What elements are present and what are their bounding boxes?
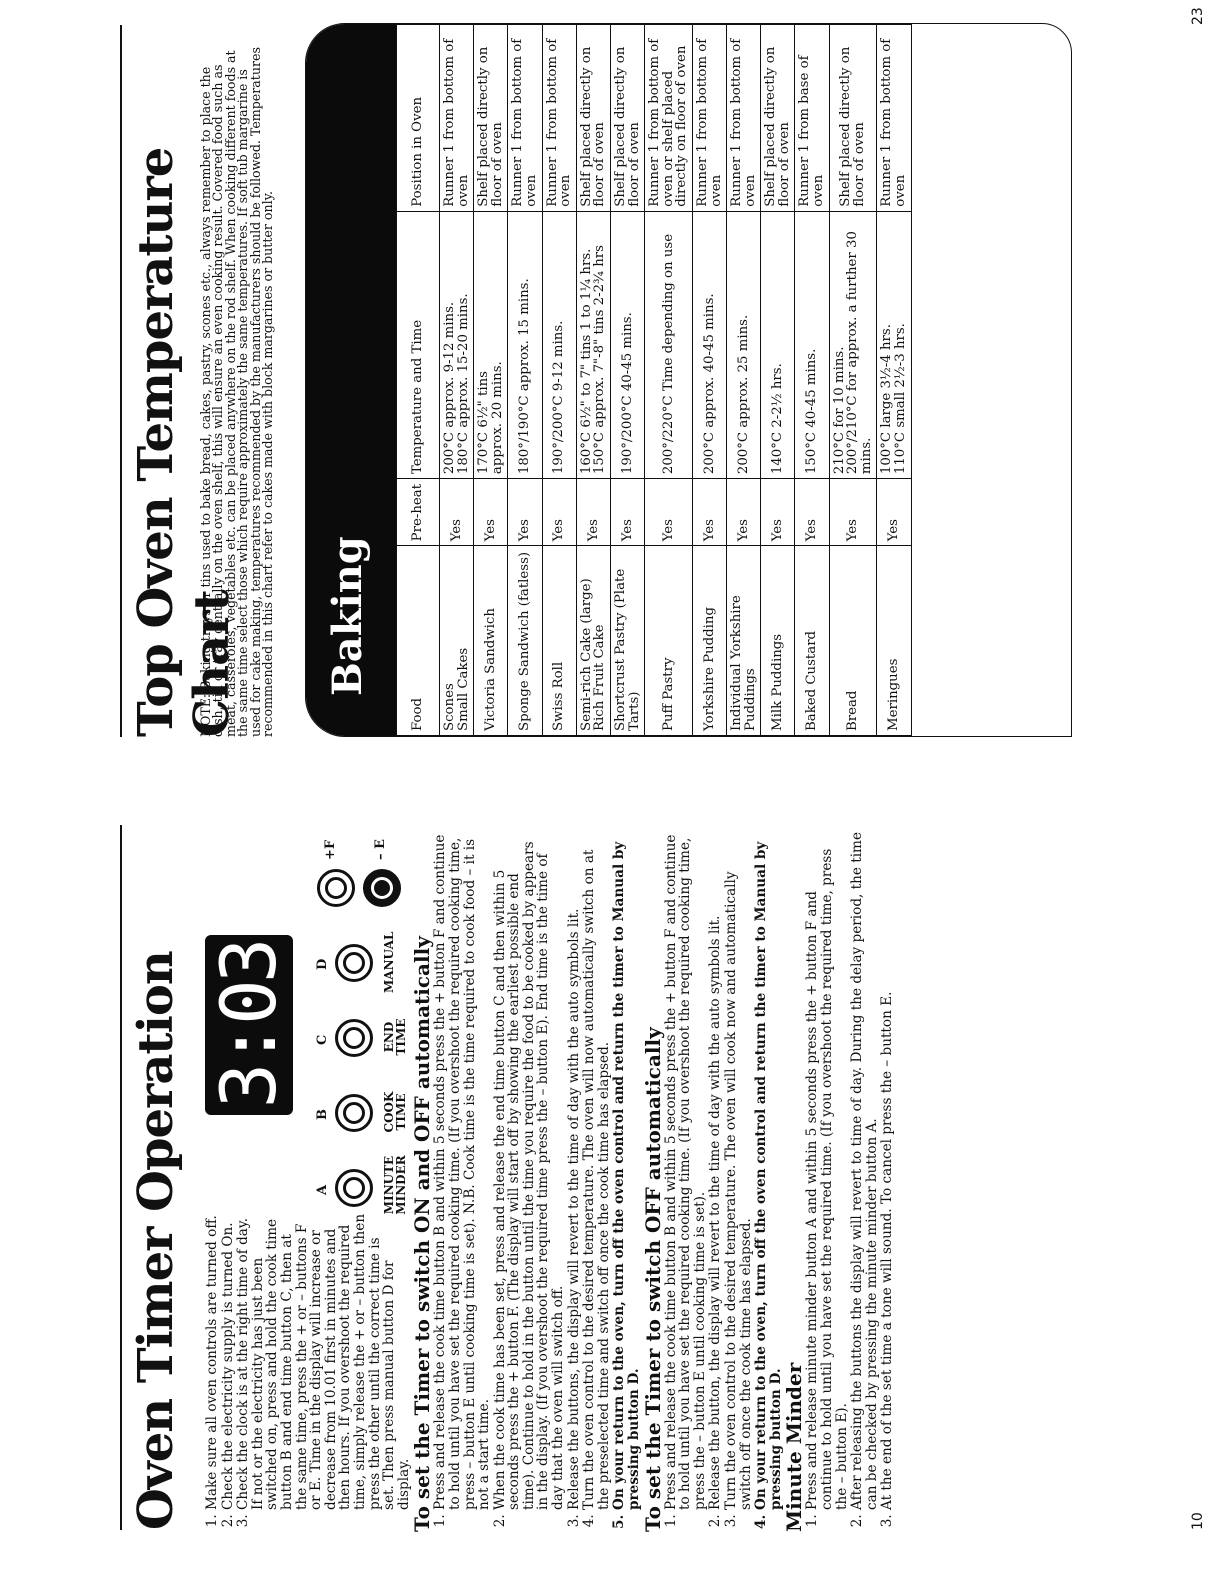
cell-temperature: 160°C 6½" to 7" tins 1 to 1¼ hrs. 150°C approx. 7"-8" tins 2-2¾ hrs	[576, 211, 610, 478]
page-title-chart: Top Oven Temperature Chart	[128, 147, 240, 737]
cell-temperature: 200°C approx. 25 mins.	[727, 211, 761, 478]
minder-steps	[805, 830, 895, 1530]
cell-food: Semi-rich Cake (large) Rich Fruit Cake	[576, 546, 610, 736]
cell-preheat: Yes	[795, 479, 829, 546]
table-row	[829, 25, 877, 736]
intro-step: 1. Make sure all oven controls are turned off.	[205, 1210, 220, 1510]
knob-letter-c: C	[315, 1034, 330, 1045]
cell-position: Runner 1 from bottom of oven	[440, 25, 474, 212]
table-row	[727, 25, 761, 736]
plus-label: +F	[323, 839, 338, 860]
cell-food: Yorkshire Pudding	[692, 546, 726, 736]
cell-temperature: 140°C 2-2½ hrs.	[761, 211, 795, 478]
plus-knob[interactable]	[317, 869, 355, 907]
baking-table	[396, 24, 912, 736]
table-row	[761, 25, 795, 736]
header-temperature: Temperature and Time	[397, 211, 440, 478]
caption-minute-minder: MINUTE MINDER	[382, 1155, 408, 1215]
on-off-step: 2. When the cook time has been set, press and release the end time button C and then within 5 seconds press the + button F. (The display will start off by showing the earliest possible end time). Continue to hold in the button until the time you require the food to be cooked by appears in the display. (If you overshoot the required time press the – button E). End time is the time of day that the oven will switch off.	[493, 830, 566, 1510]
caption-manual: MANUAL	[382, 931, 396, 993]
off-step: 2. Release the button, the display will revert to the time of day with the auto symbols lit.	[708, 830, 723, 1510]
section-heading-off: To set the Timer to switch OFF automatically	[640, 1027, 665, 1532]
cell-position: Shelf placed directly on floor of oven	[761, 25, 795, 212]
off-step: 4. On your return to the oven, turn off the oven control and return the timer to Manual by pressing button D.	[754, 830, 783, 1510]
table-row	[576, 25, 610, 736]
top-rule-right	[120, 25, 122, 737]
caption-end-time: END TIME	[382, 1018, 408, 1056]
cell-preheat: Yes	[692, 479, 726, 546]
cell-preheat: Yes	[576, 479, 610, 546]
cell-preheat: Yes	[829, 479, 877, 546]
cell-preheat: Yes	[645, 479, 693, 546]
section-heading-minder: Minute Minder	[782, 1362, 807, 1532]
page-number-left: 10	[1190, 1512, 1206, 1530]
table-row	[645, 25, 693, 736]
cell-food: Meringues	[877, 546, 911, 736]
cell-food: Sponge Sandwich (fatless)	[508, 546, 542, 736]
baking-table-frame	[305, 23, 1072, 737]
top-rule-left	[120, 825, 122, 1530]
cell-temperature: 200°C approx. 40-45 mins.	[692, 211, 726, 478]
cell-temperature: 190°/200°C 9-12 mins.	[542, 211, 576, 478]
on-off-step: 1. Press and release the cook time button B and within 5 seconds press the + button F and continue to hold until you have set the required cooking time. (If you overshoot the required cooking time, press – button E until cooking time is set). N.B. Cook time is the time required to cook food – it is not a start time.	[433, 830, 491, 1510]
off-step: 1. Press and release the cook time button B and within 5 seconds press the + button F and continue to hold until you have set the required cooking time. (If you overshoot the required cooking time, press the – button E until cooking time is set).	[664, 830, 708, 1510]
baking-title: Baking	[324, 536, 371, 696]
header-preheat: Pre-heat	[397, 479, 440, 546]
minder-step: 3. At the end of the set time a tone will sound. To cancel press the – button E.	[880, 830, 895, 1510]
intro-step: 3. Check the clock is at the right time of day. If not or the electricity has just been switched on, press and hold the cook time button B and end time button C, then at the same time, press the + or – buttons F or E. Time in the display will increase or decrease from 10.01 first in minutes and then hours. If you overshoot the required time, simply release the + or – button then press the other until the correct time is set. Then press manual button D for display.	[236, 1210, 411, 1510]
cell-position: Runner 1 from bottom of oven	[542, 25, 576, 212]
cell-preheat: Yes	[508, 479, 542, 546]
cell-food: Victoria Sandwich	[474, 546, 508, 736]
cell-preheat: Yes	[877, 479, 911, 546]
on-off-step: 4. Turn the oven control to the desired temperature. The oven will now automatically switch on at the preselected time and switch off once the cook time has elapsed.	[582, 830, 611, 1510]
cell-preheat: Yes	[542, 479, 576, 546]
timer-control-panel	[205, 835, 535, 1215]
page-number-right: 23	[1190, 7, 1206, 25]
cell-food: Milk Puddings	[761, 546, 795, 736]
cell-position: Shelf placed directly on floor of oven	[576, 25, 610, 212]
minder-step: 1. Press and release minute minder button A and within 5 seconds press the + button F and continue to hold until you have set the required time. (If you overshoot the required time, press the – button E).	[805, 830, 849, 1510]
cell-food: Bread	[829, 546, 877, 736]
cell-preheat: Yes	[610, 479, 644, 546]
cell-food: Shortcrust Pastry (Plate Tarts)	[610, 546, 644, 736]
off-steps	[664, 830, 784, 1530]
cell-position: Shelf placed directly on floor of oven	[829, 25, 877, 212]
cell-preheat: Yes	[727, 479, 761, 546]
table-row	[610, 25, 644, 736]
cell-food: Scones Small Cakes	[440, 546, 474, 736]
on-off-step: 5. On your return to the oven, turn off the oven control and return the timer to Manual by pressing button D.	[612, 830, 641, 1510]
cell-food: Puff Pastry	[645, 546, 693, 736]
knob-letter-b: B	[315, 1109, 330, 1120]
cell-food: Individual Yorkshire Puddings	[727, 546, 761, 736]
table-row	[542, 25, 576, 736]
cell-position: Runner 1 from base of oven	[795, 25, 829, 212]
cell-position: Runner 1 from bottom of oven	[692, 25, 726, 212]
section-heading-on-off: To set the Timer to switch ON and OFF automatically	[410, 936, 435, 1532]
cell-position: Runner 1 from bottom of oven	[508, 25, 542, 212]
knob-letter-a: A	[315, 1184, 330, 1195]
cell-position: Shelf placed directly on floor of oven	[610, 25, 644, 212]
cell-temperature: 200°C approx. 9-12 mins. 180°C approx. 15-20 mins.	[440, 211, 474, 478]
minus-label: – E	[373, 839, 388, 860]
cell-position: Runner 1 from bottom of oven or shelf placed directly on floor of oven	[645, 25, 693, 212]
timer-display: 3:03	[205, 935, 293, 1115]
minus-knob[interactable]	[363, 869, 401, 907]
cell-food: Baked Custard	[795, 546, 829, 736]
manual-knob[interactable]	[335, 944, 373, 982]
cell-position: Shelf placed directly on floor of oven	[474, 25, 508, 212]
caption-cook-time: COOK TIME	[382, 1091, 408, 1133]
cell-position: Runner 1 from bottom of oven	[727, 25, 761, 212]
minder-step: 2. After releasing the buttons the display will revert to time of day. During the delay period, the time can be checked by pressing the minute minder button A.	[850, 830, 879, 1510]
cell-temperature: 170°C 6½" tins approx. 20 mins.	[474, 211, 508, 478]
table-header-row	[397, 25, 440, 736]
cell-food: Swiss Roll	[542, 546, 576, 736]
header-position: Position in Oven	[397, 25, 440, 212]
cell-position: Runner 1 from bottom of oven	[877, 25, 911, 212]
off-step: 3. Turn the oven control to the desired temperature. The oven will cook now and automatically switch off once the cook time has elapsed.	[724, 830, 753, 1510]
table-row	[795, 25, 829, 736]
table-row	[508, 25, 542, 736]
end-time-knob[interactable]	[335, 1019, 373, 1057]
chart-note: NOTE: Baking trays or tins used to bake bread, cakes, pastry, scones etc., always remember to place the dish, tin or tray centrally on the oven shelf, this will ensure an even cooking result. Covered food such as meat, casseroles, vegetables etc. can be placed anywhere on the rod shelf. When cooking different foods at the same time select those which require approximately the same temperatures. If soft tub margarine is used for cake making, temperatures recommended by the manufacturers should be followed. Temperatures recommended in this chart refer to cakes made with block margarines or butter only.	[198, 47, 276, 737]
intro-step: 2. Check the electricity supply is turned On.	[221, 1210, 236, 1510]
cell-temperature: 100°C large 3½-4 hrs. 110°C small 2½-3 hrs.	[877, 211, 911, 478]
table-row	[692, 25, 726, 736]
page-title-timer: Oven Timer Operation	[128, 951, 184, 1530]
cell-temperature: 200°/220°C Time depending on use	[645, 211, 693, 478]
intro-steps	[205, 1210, 411, 1530]
table-body	[440, 25, 912, 736]
table-row	[474, 25, 508, 736]
on-off-step: 3. Release the buttons, the display will revert to the time of day with the auto symbols lit.	[567, 830, 582, 1510]
table-row	[440, 25, 474, 736]
cell-preheat: Yes	[761, 479, 795, 546]
cell-preheat: Yes	[440, 479, 474, 546]
cell-temperature: 210°C for 10 mins. 200°/210°C for approx. a further 30 mins.	[829, 211, 877, 478]
table-row	[877, 25, 911, 736]
knob-letter-d: D	[315, 958, 330, 970]
cell-temperature: 190°/200°C 40-45 mins.	[610, 211, 644, 478]
minute-minder-knob[interactable]	[335, 1169, 373, 1207]
cell-temperature: 180°/190°C approx. 15 mins.	[508, 211, 542, 478]
cell-preheat: Yes	[474, 479, 508, 546]
cell-temperature: 150°C 40-45 mins.	[795, 211, 829, 478]
header-food: Food	[397, 546, 440, 736]
cook-time-knob[interactable]	[335, 1094, 373, 1132]
baking-header-band	[306, 24, 396, 736]
